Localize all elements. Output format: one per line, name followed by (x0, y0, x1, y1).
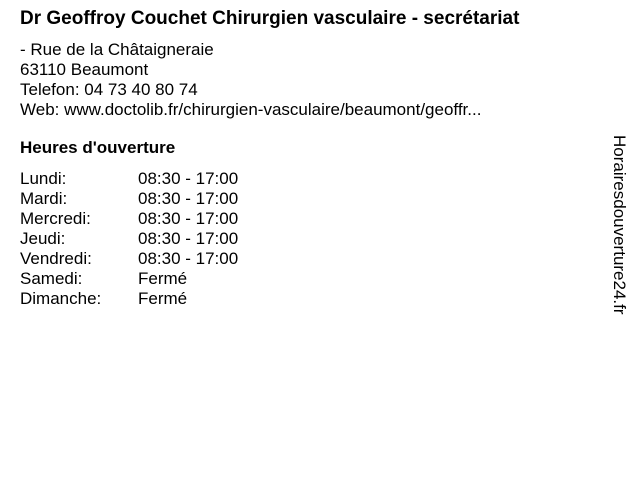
hours-row-monday (20, 169, 595, 189)
city-line: 63110 Beaumont (20, 60, 149, 79)
day-label: Mercredi: (20, 209, 91, 228)
hours-row-wednesday (20, 209, 595, 229)
time-value: 08:30 - 17:00 (138, 169, 239, 188)
opening-hours-list (20, 169, 595, 309)
hours-row-thursday (20, 229, 595, 249)
day-label: Samedi: (20, 269, 83, 288)
time-value: 08:30 - 17:00 (138, 249, 239, 268)
time-value: 08:30 - 17:00 (138, 209, 239, 228)
hours-row-friday (20, 249, 595, 269)
time-value: Fermé (138, 289, 188, 308)
day-label: Vendredi: (20, 249, 92, 268)
hours-row-tuesday (20, 189, 595, 209)
hours-row-saturday (20, 269, 595, 289)
business-card (20, 8, 595, 309)
time-value: 08:30 - 17:00 (138, 229, 239, 248)
opening-hours-heading: Heures d'ouverture (20, 138, 176, 157)
phone-line: Telefon: 04 73 40 80 74 (20, 80, 198, 99)
site-watermark: Horairesdouverture24.fr (610, 135, 629, 315)
day-label: Lundi: (20, 169, 67, 188)
day-label: Mardi: (20, 189, 68, 208)
time-value: Fermé (138, 269, 188, 288)
street-address: - Rue de la Châtaigneraie (20, 40, 214, 59)
day-label: Dimanche: (20, 289, 102, 308)
business-name: Dr Geoffroy Couchet Chirurgien vasculaire - secrétariat (20, 8, 520, 29)
web-line: Web: www.doctolib.fr/chirurgien-vasculaire/beaumont/geoffr... (20, 100, 482, 119)
day-label: Jeudi: (20, 229, 66, 248)
address-block (20, 40, 595, 120)
time-value: 08:30 - 17:00 (138, 189, 239, 208)
hours-row-sunday (20, 289, 595, 309)
